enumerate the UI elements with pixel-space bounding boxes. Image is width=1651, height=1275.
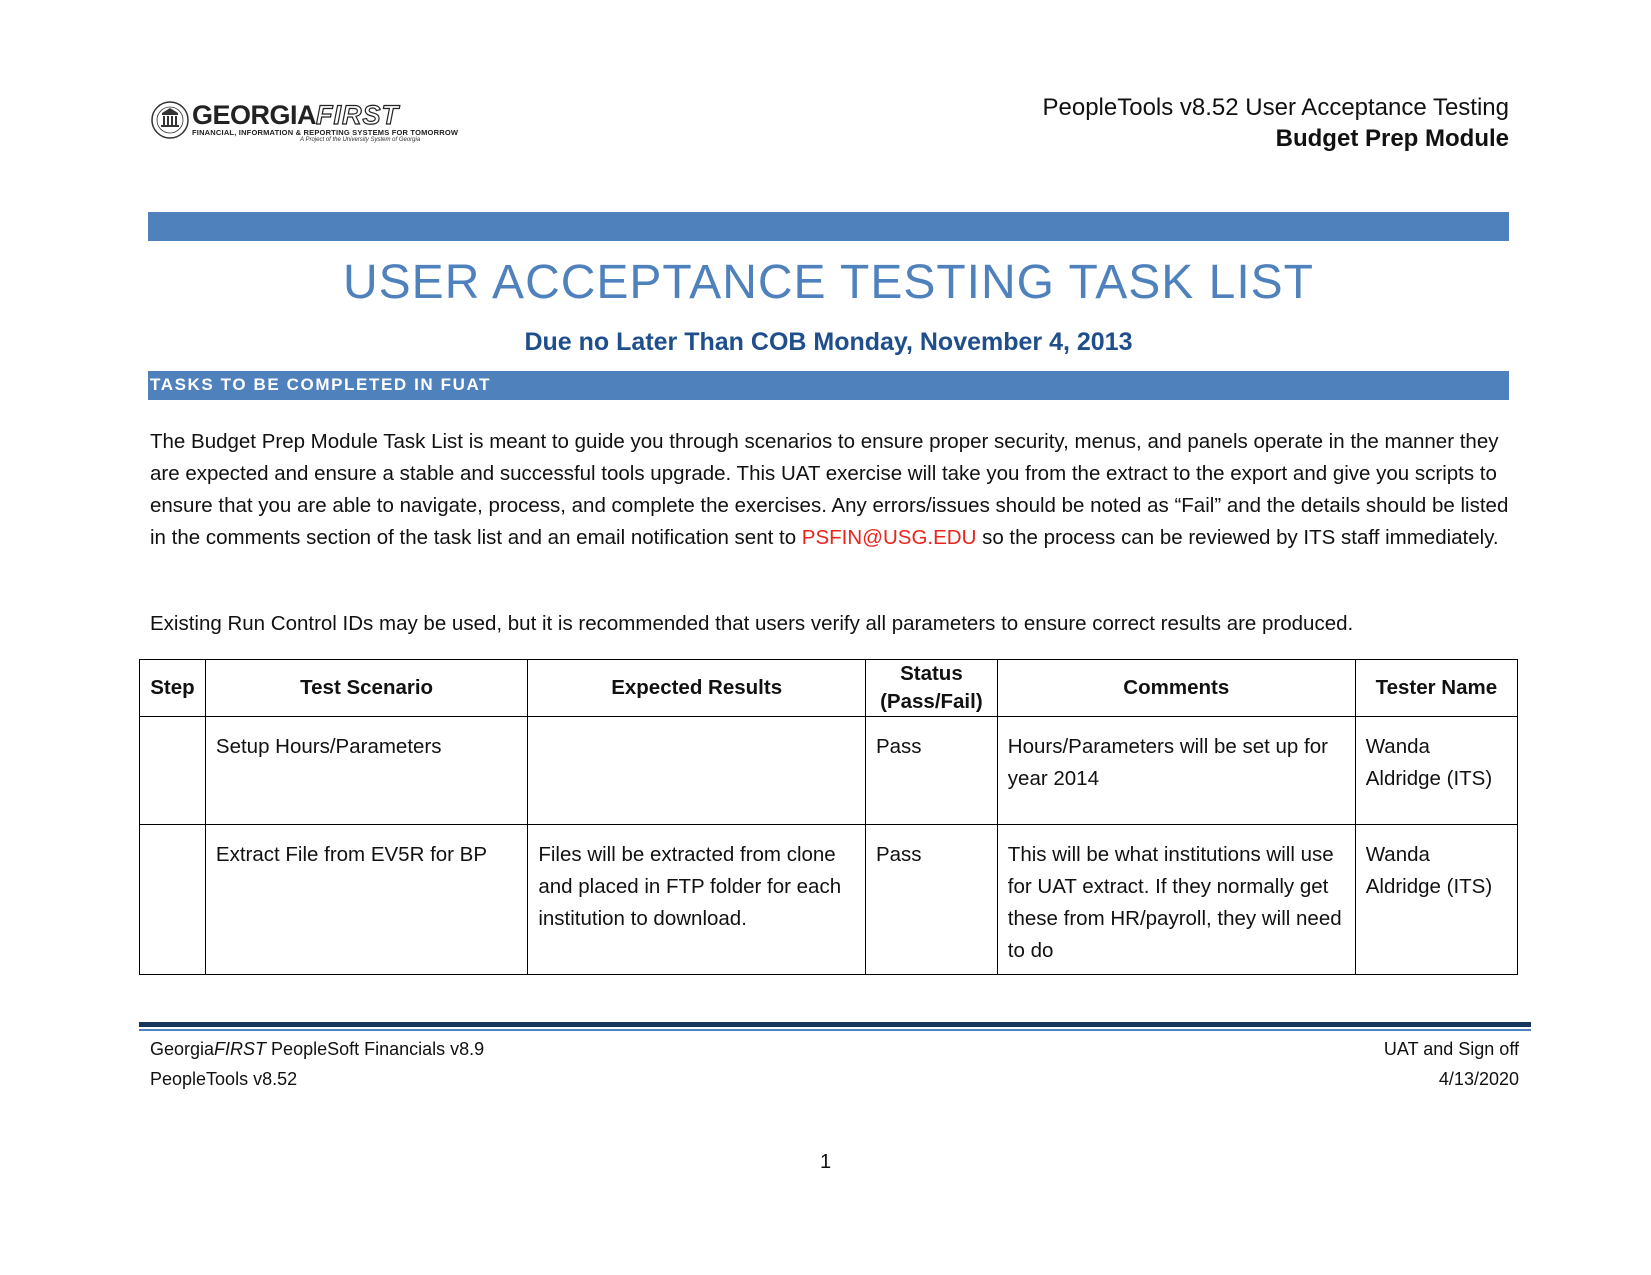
cell-status: Pass <box>865 717 997 825</box>
col-header-scenario: Test Scenario <box>205 660 527 717</box>
document-header <box>1042 92 1509 154</box>
cell-comments: Hours/Parameters will be set up for year 2014 <box>997 717 1355 825</box>
footer-left <box>150 1034 484 1094</box>
footer-rule-thin <box>139 1029 1531 1031</box>
cell-scenario: Setup Hours/Parameters <box>205 717 527 825</box>
footer-doc-type: UAT and Sign off <box>1383 1039 1519 1059</box>
header-module-name: Budget Prep Module <box>1275 125 1509 152</box>
support-email-link[interactable]: PSFIN@USG.EDU <box>801 526 977 549</box>
table-row <box>140 717 1518 825</box>
section-heading-bar <box>148 371 1509 400</box>
logo-wordmark: GEORGIAFIRST <box>192 100 400 130</box>
georgiafirst-logo <box>150 98 459 148</box>
header-line-1: PeopleTools v8.52 User Acceptance Testing <box>1042 94 1509 121</box>
footer-right <box>1384 1034 1519 1094</box>
page-title: USER ACCEPTANCE TESTING TASK LIST <box>343 256 1314 309</box>
page-number: 1 <box>819 1151 832 1173</box>
cell-step <box>140 825 206 975</box>
footer-rule <box>139 1022 1531 1027</box>
section-heading: TASKS TO BE COMPLETED IN FUAT <box>150 375 492 394</box>
table-row <box>140 825 1518 975</box>
table-header-row <box>140 660 1518 717</box>
due-date: Due no Later Than COB Monday, November 4, 2013 <box>524 328 1133 356</box>
cell-tester: Wanda Aldridge (ITS) <box>1355 717 1517 825</box>
intro-paragraph: The Budget Prep Module Task List is meant to guide you through scenarios to ensure proper security, menus, and panels operate in the manner they are expected and ensure a stable and successful tools upgrade. This UAT exercise will take you from the extract to the export and give you scripts to ensure that you are able to navigate, process, and complete the exercises. Any errors/issues should be noted as “Fail” and the details should be listed in the comments section of the task list and an email notification sent to PSFIN@USG.EDU so the process can be reviewed by ITS staff immediately. <box>150 430 1509 549</box>
cell-expected <box>528 717 866 825</box>
logo-tagline: A Project of the University System of Georgia <box>300 137 421 143</box>
run-control-note: Existing Run Control IDs may be used, but it is recommended that users verify all parameters to ensure correct results are produced. <box>150 612 1354 635</box>
task-table <box>139 659 1518 975</box>
cell-tester: Wanda Aldridge (ITS) <box>1355 825 1517 975</box>
col-header-step: Step <box>140 660 206 717</box>
footer-tools-version: PeopleTools v8.52 <box>150 1069 298 1089</box>
col-header-expected: Expected Results <box>528 660 866 717</box>
cell-status: Pass <box>865 825 997 975</box>
col-header-comments: Comments <box>997 660 1355 717</box>
university-seal-icon <box>150 98 190 142</box>
col-header-status: Status (Pass/Fail) <box>865 660 997 717</box>
cell-comments: This will be what institutions will use for UAT extract. If they normally get these from HR/payroll, they will need to do <box>997 825 1355 975</box>
cell-expected: Files will be extracted from clone and placed in FTP folder for each institution to download. <box>528 825 866 975</box>
footer-product: GeorgiaFIRST PeopleSoft Financials v8.9 <box>150 1039 485 1059</box>
col-header-tester: Tester Name <box>1355 660 1517 717</box>
footer-date: 4/13/2020 <box>1438 1069 1519 1089</box>
title-band <box>148 212 1509 241</box>
cell-scenario: Extract File from EV5R for BP <box>205 825 527 975</box>
cell-step <box>140 717 206 825</box>
logo-subtitle: FINANCIAL, INFORMATION & REPORTING SYSTEMS FOR TOMORROW <box>192 128 459 137</box>
